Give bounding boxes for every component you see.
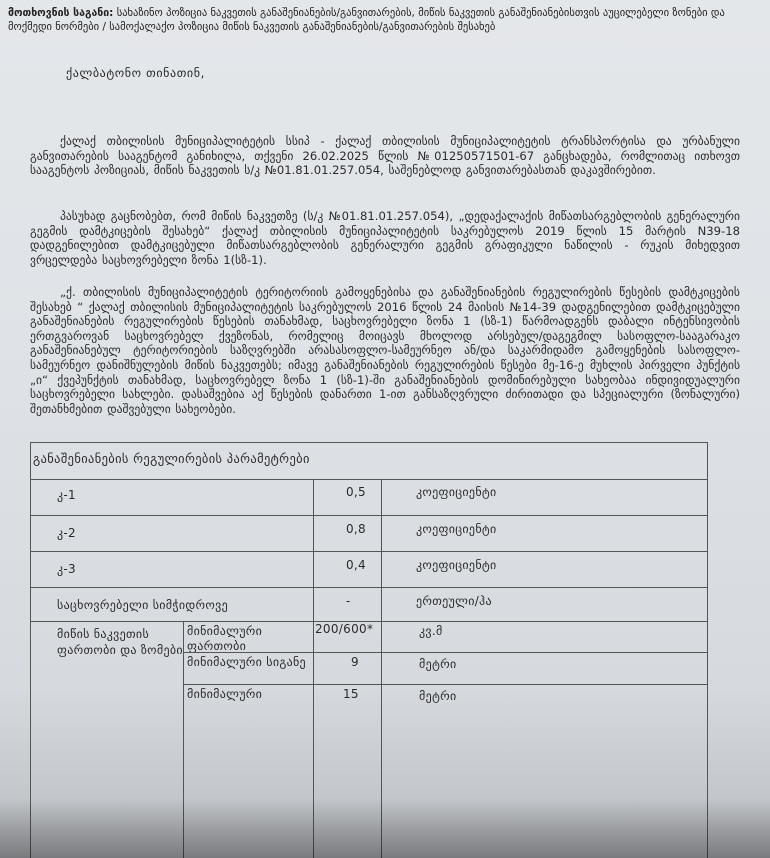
header-text: სახაზინო პოზიცია ნაკვეთის განაშენიანების/განვითარების, მიწის ნაკვეთის განაშენიანებისთვის აუცილებელი ზონები და მოქმედი ნორმები / სამოქალაქო პოზიცია მიწის ნაკვეთის განაშენიანების/განვითარების შესახებ — [8, 7, 725, 33]
header-label: მოთხოვნის საგანი: — [8, 7, 114, 19]
row-unit: მეტრი — [419, 657, 457, 671]
paragraph-2: პასუხად გაცნობებთ, რომ მიწის ნაკვეთზე (ს/კ №01.81.01.257.054), „დედაქალაქის მიწათსარგებლობის გენერალური გეგმის დამტკიცების შესახებ“ ქალაქ თბილისის მუნიციპალიტეტის საკრებულოს 2019 წლის 15 მარტის N39-18 დადგენილებით დამტკიცებული მიწათსარგებლობის გენერალური გეგმის გრაფიკული ნაწილის - რუკის მიხედვით ვრცელდება საცხოვრებელი ზონა 1(სზ-1). — [30, 209, 740, 267]
row-value: 0,5 — [346, 485, 366, 499]
row-unit: მეტრი — [419, 689, 457, 703]
regulation-parameters-table — [30, 442, 708, 858]
document-header — [8, 6, 748, 34]
row-unit: ერთეული/ჰა — [416, 594, 492, 608]
table-row — [31, 515, 707, 552]
paragraph-3: „ქ. თბილისის მუნიციპალიტეტის ტერიტორიის გამოყენებისა და განაშენიანების რეგულირების წესების დამტკიცების შესახებ “ ქალაქ თბილისის მუნიციპალიტეტის საკრებულოს 2016 წლის 24 მაისის №14-39 დადგენილებით დამტკიცებული განაშენიანების რეგულირების წესების თანახმად, საცხოვრებელი ზონა 1 (სზ-1) წარმოადგენს დაბალი ინტენსივობის ერთგვაროვან საცხოვრებელ ქვეზონას, რომელიც მოიცავს მხოლოდ არსებულ/დაგეგმილ სასოფლო-სააგარაკო განაშენიანებულ ტერიტორიების საზღვრებში არასასოფლო-სამეურნეო ან/და საკარმიდამო გამოყენების სასოფლო-სამეურნეო დანიშნულების მიწის ნაკვეთებს; იმავე განაშენიანების რეგულირების წესები მე-16-ე მუხლის პირველი პუნქტის „ი“ ქვეპუნქტის თანახმად, საცხოვრებელ ზონა 1 (სზ-1)-ში განაშენიანების დომინირებული სახეობაა ინდივიდუალური საცხოვრებელი სახლები. დასაშვებია აქ წესების დანართი 1-ით განსაზღვრული ძირითადი და სპეციალური (ზონალური) შეთანხმებით დაშვებული სახეობები. — [30, 285, 740, 416]
table-row — [31, 587, 707, 622]
row-name: მინიმალური სიგანე — [187, 655, 306, 669]
table-row — [31, 479, 707, 516]
row-value: 15 — [343, 687, 359, 701]
paragraph-1: ქალაქ თბილისის მუნიციპალიტეტის სსიპ - ქალაქ თბილისის მუნიციპალიტეტის ტრანსპორტისა და ურბანული განვითარების სააგენტომ განიხილა, თქვენი 26.02.2025 წლის №01250571501-67 განცხადება, რომლითაც ითხოვთ სააგენტოს პოზიციას, მიწის ნაკვეთის ს/კ №01.81.01.257.054, საშენებლოდ განვითარებასთან დაკავშირებით. — [30, 134, 740, 178]
table-row — [183, 652, 707, 685]
table-row — [183, 622, 707, 652]
plot-group-label: მიწის ნაკვეთის ფართობი და ზომები — [57, 627, 183, 657]
row-name: მინიმალური — [187, 687, 263, 701]
row-unit: კოეფიციენტი — [416, 558, 497, 572]
plot-size-group — [31, 621, 707, 858]
row-value: 9 — [351, 655, 359, 669]
row-value: 0,4 — [346, 558, 366, 572]
row-value: - — [346, 594, 351, 608]
table-row — [183, 684, 707, 725]
greeting: ქალბატონო თინათინ, — [66, 66, 206, 80]
row-value: 0,8 — [346, 522, 366, 536]
table-title: განაშენიანების რეგულირების პარამეტრები — [33, 451, 310, 466]
row-name: კ-2 — [57, 526, 76, 540]
row-value: 200/600* — [315, 622, 374, 636]
row-name: საცხოვრებელი სიმჭიდროვე — [57, 598, 228, 612]
row-unit: კოეფიციენტი — [416, 522, 497, 536]
row-name: მინიმალური ფართობი — [187, 624, 263, 653]
table-row — [31, 551, 707, 588]
row-unit: კვ.მ — [419, 624, 443, 638]
row-name: კ-3 — [57, 562, 76, 576]
row-unit: კოეფიციენტი — [416, 485, 497, 499]
row-name: კ-1 — [57, 488, 76, 502]
